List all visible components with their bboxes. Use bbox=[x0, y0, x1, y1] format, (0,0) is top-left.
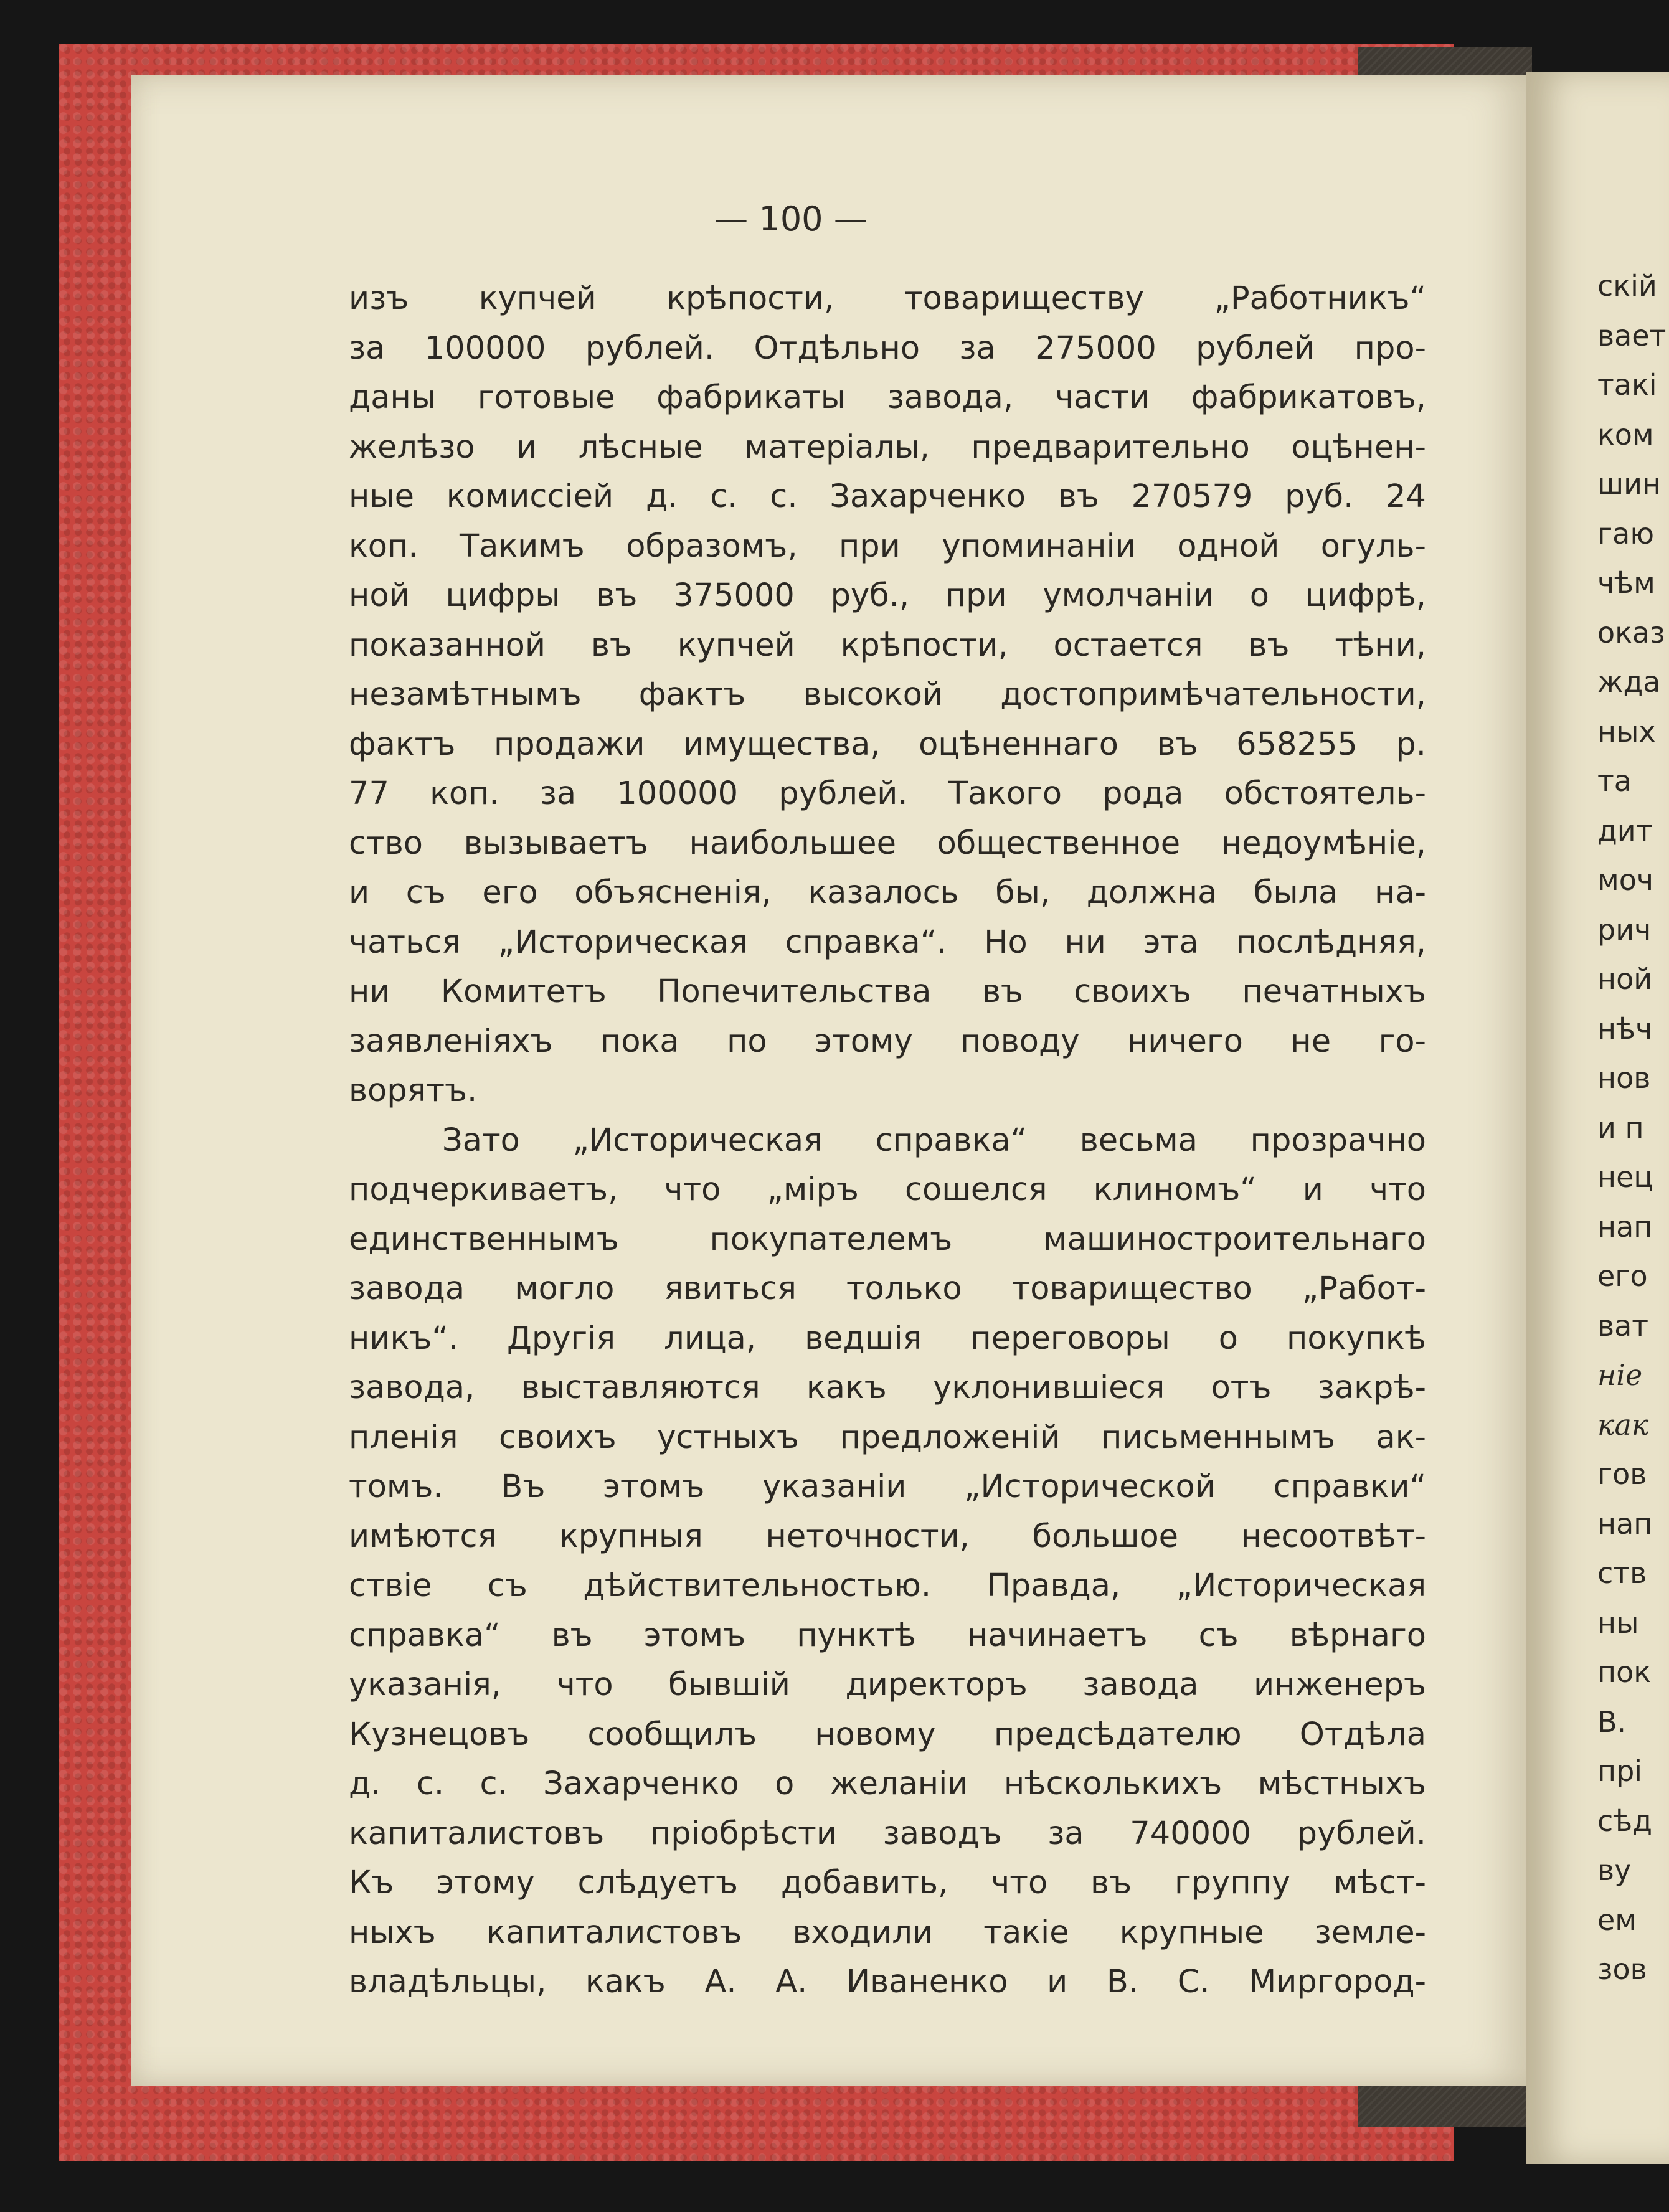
text-line: показанной въ купчей крѣпости, остается въ тѣни, bbox=[349, 626, 1426, 664]
fragment-line: гов bbox=[1597, 1457, 1647, 1491]
fragment-line: рич bbox=[1597, 912, 1652, 947]
text-line: завода, выставляются какъ уклонившіеся отъ закрѣ- bbox=[349, 1369, 1426, 1406]
fragment-line: моч bbox=[1597, 863, 1654, 897]
text-line: ной цифры въ 375000 руб., при умолчаніи о цифрѣ, bbox=[349, 577, 1426, 614]
fragment-line: вает bbox=[1597, 318, 1667, 352]
text-line: никъ“. Другія лица, ведшія переговоры о покупкѣ bbox=[349, 1320, 1426, 1357]
fragment-line: гаю bbox=[1597, 516, 1655, 551]
fragment-line: та bbox=[1597, 764, 1632, 798]
fragment-line: дит bbox=[1597, 813, 1653, 848]
fragment-line: чѣм bbox=[1597, 566, 1655, 600]
text-line: ство вызываетъ наибольшее общественное недоумѣніе, bbox=[349, 825, 1426, 862]
fragment-line: прі bbox=[1597, 1754, 1643, 1788]
page-number: — 100 — bbox=[714, 199, 868, 239]
text-line: фактъ продажи имущества, оцѣненнаго въ 658255 р. bbox=[349, 726, 1426, 763]
text-line: завода могло явиться только товарищество „Работ- bbox=[349, 1270, 1426, 1307]
fragment-line: ву bbox=[1597, 1853, 1632, 1887]
text-line: даны готовые фабрикаты завода, части фабрикатовъ, bbox=[349, 379, 1426, 416]
text-line: ствіе съ дѣйствительностью. Правда, „Историческая bbox=[349, 1567, 1426, 1604]
fragment-line: шин bbox=[1597, 467, 1662, 501]
text-line: Къ этому слѣдуетъ добавить, что въ группу мѣст- bbox=[349, 1865, 1426, 1901]
fragment-line: ем bbox=[1597, 1902, 1637, 1937]
fragment-line: ной bbox=[1597, 962, 1653, 996]
text-line: чаться „Историческая справка“. Но ни эта послѣдняя, bbox=[349, 924, 1426, 961]
fragment-line: нѣч bbox=[1597, 1011, 1653, 1046]
fragment-line: зов bbox=[1597, 1952, 1647, 1986]
fragment-line: ком bbox=[1597, 417, 1654, 451]
fragment-line: скій bbox=[1597, 269, 1657, 303]
fragment-line: пок bbox=[1597, 1655, 1652, 1689]
fragment-line: ств bbox=[1597, 1556, 1647, 1590]
text-line: ворятъ. bbox=[349, 1072, 478, 1109]
text-line: пленія своихъ устныхъ предложеній письменнымъ ак- bbox=[349, 1419, 1426, 1456]
fragment-line: такі bbox=[1597, 368, 1657, 402]
right-page-text-fragments bbox=[1597, 262, 1669, 1995]
text-line: заявленіяхъ пока по этому поводу ничего не го- bbox=[349, 1023, 1426, 1060]
text-line: владѣльцы, какъ А. А. Иваненко и В. С. Миргород- bbox=[349, 1964, 1426, 2000]
text-line: и съ его объясненія, казалось бы, должна была на- bbox=[349, 874, 1426, 911]
main-text-block bbox=[349, 274, 1426, 2007]
fragment-line: нец bbox=[1597, 1160, 1653, 1194]
text-line: коп. Такимъ образомъ, при упоминаніи одной огуль- bbox=[349, 527, 1426, 565]
text-line: Зато „Историческая справка“ весьма прозрачно bbox=[442, 1122, 1426, 1159]
fragment-line: ніе bbox=[1597, 1358, 1643, 1392]
fragment-line: нов bbox=[1597, 1061, 1651, 1095]
text-line: капиталистовъ пріобрѣсти заводъ за 740000 рублей. bbox=[349, 1815, 1426, 1852]
text-line: ные комиссіей д. с. с. Захарченко въ 270579 руб. 24 bbox=[349, 478, 1426, 515]
fragment-line: ных bbox=[1597, 714, 1656, 749]
text-line: желѣзо и лѣсные матеріалы, предварительно оцѣнен- bbox=[349, 428, 1426, 466]
fragment-line: ват bbox=[1597, 1308, 1649, 1343]
fragment-line: сѣд bbox=[1597, 1803, 1653, 1838]
text-line: 77 коп. за 100000 рублей. Такого рода обстоятель- bbox=[349, 775, 1426, 812]
text-line: ныхъ капиталистовъ входили такіе крупные земле- bbox=[349, 1914, 1426, 1951]
text-line: д. с. с. Захарченко о желаніи нѣсколькихъ мѣстныхъ bbox=[349, 1765, 1426, 1802]
text-line: имѣются крупныя неточности, большое несоотвѣт- bbox=[349, 1518, 1426, 1555]
text-line: ни Комитетъ Попечительства въ своихъ печатныхъ bbox=[349, 973, 1426, 1010]
fragment-line: нап bbox=[1597, 1209, 1653, 1244]
fragment-line: ны bbox=[1597, 1605, 1639, 1640]
fragment-line: В. bbox=[1597, 1704, 1627, 1739]
text-line: единственнымъ покупателемъ машиностроительнаго bbox=[349, 1221, 1426, 1258]
fragment-line: и п bbox=[1597, 1110, 1644, 1145]
fragment-line: оказ bbox=[1597, 615, 1665, 650]
text-line: Кузнецовъ сообщилъ новому предсѣдателю Отдѣла bbox=[349, 1716, 1426, 1753]
text-line: справка“ въ этомъ пунктѣ начинаетъ съ вѣрнаго bbox=[349, 1617, 1426, 1654]
fragment-line: нап bbox=[1597, 1506, 1653, 1541]
text-line: за 100000 рублей. Отдѣльно за 275000 рублей про- bbox=[349, 329, 1426, 367]
fragment-line: его bbox=[1597, 1259, 1648, 1293]
text-line: изъ купчей крѣпости, товариществу „Работникъ“ bbox=[349, 280, 1426, 317]
text-line: незамѣтнымъ фактъ высокой достопримѣчательности, bbox=[349, 676, 1426, 713]
text-line: указанія, что бывшій директоръ завода инженеръ bbox=[349, 1666, 1426, 1703]
text-line: томъ. Въ этомъ указаніи „Исторической справки“ bbox=[349, 1468, 1426, 1505]
fragment-line: как bbox=[1597, 1407, 1649, 1442]
fragment-line: жда bbox=[1597, 665, 1661, 699]
text-line: подчеркиваетъ, что „міръ сошелся клиномъ“ и что bbox=[349, 1171, 1426, 1208]
